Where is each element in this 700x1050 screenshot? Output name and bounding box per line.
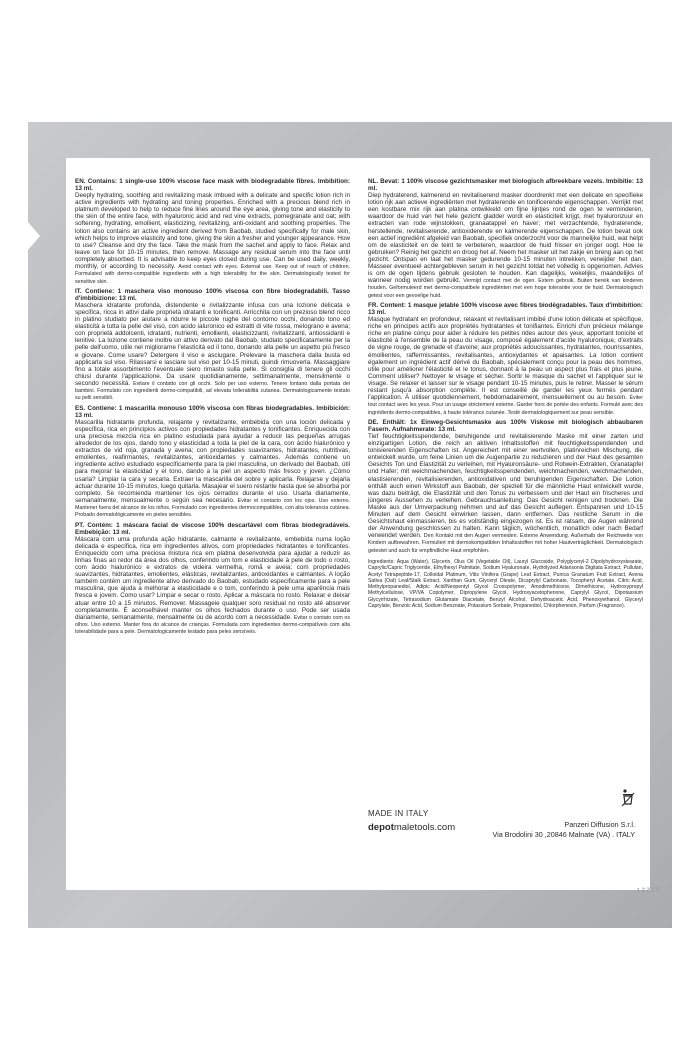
left-column — [75, 178, 350, 639]
section-fr-heading: FR. Content: 1 masque jetable 100% viscose avec fibres biodégradables. Taux d'imbibition: 13 ml. — [368, 301, 643, 317]
company-address: Via Brodolini 30 ,20846 Malnate (VA) . ITALY — [492, 830, 635, 839]
section-nl — [368, 178, 643, 299]
section-fr-warnings: Éviter tout contact avec les yeux. Pour un usage strictement externe. Garder hors de portée des enfants. Formulé avec des ingrédients dermo-compatibles, à haute tolérance cutanée. Testé dermatologiquement sur peau sensible. — [368, 395, 644, 416]
section-de-warnings: Den Kontakt mit den Augen vermeiden. Externe Anwendung. Außerhalb der Reichweite von Kindern aufbewahren. Formuliert mit dermokompatiblen Inhaltsstoffen mit hoher Hautverträglichkeit. Dermatologisch getestet und auch für empfindliche Haut empfohlen. — [368, 533, 644, 554]
handwritten-mark: ızzıs — [635, 884, 661, 895]
section-es — [75, 405, 350, 519]
made-in-italy: MADE IN ITALY — [368, 809, 429, 818]
section-it — [75, 288, 350, 402]
brand-rest-part: maletools.com — [393, 822, 456, 833]
section-en-body: Deeply hydrating, soothing and revitalizing mask imbued with a delicate and specific lotion rich in active ingredients with hydrating and toning properties. Enriched with a precious blend rich in platinum developed to help to reduce fine lines around the eye area, giving tone and elasticity to the skin of the entire face, with hyaluronic acid and red vine extracts, pomegranate and oat; with softening, hydrating, emollient, elasticizing, revitalizing, anti-oxidant and soothing properties. The lotion also contains an active ingredient derived from Baobab, studied specifically for male skin, which helps to improve elasticity and tone, giving the skin a fresher and younger appearance. How to use? Cleanse and dry the face. Take the mask from the sachet and apply to face. Relax and leave on face for 10-15 minutes, then remove. Massage any residual serum into the face until completely absorbed. It is advisable to keep eyes closed during use. Can be used daily, weekly, monthly, or according to necessity. — [75, 192, 350, 270]
section-es-body: Mascarilla hidratante profunda, relajante y revitalizante, embebida con una loción delicada y específica, rica en principios activos con propiedades hidratantes y tonificantes. Enriquecida con una preciosa mezcla rica en platino estudiada para ayudar a reducir las pequeñas arrugas alrededor de los ojos, dando tono y elasticidad a toda la piel de la cara, con ácido hialurónico y extractos de vid roja, granada y avena; con propiedades suavizantes, hidratantes, nutritivas, emolientes, reafirmantes, revitalizantes, antioxidantes y calmantes. Además contiene un ingrediente activo estudiado específicamente para la piel masculina, un derivado del Baobab, útil para mejorar la elasticidad y el tono, dando a la piel un aspecto más fresco y joven. ¿Cómo usarla? Limpiar la cara y secarla. Extraer la mascarilla del sobre y aplicarla. Relajarse y dejarla actuar durante 10-15 minutos, luego quitarla. Masajear el suero restante hasta que se absorba por completo. Se recomienda mantener los ojos cerrados durante el uso. Usarla diariamente, semanalmente, mensualmente o según sea necesario. — [75, 418, 350, 504]
brand-bold-part: depot — [368, 822, 394, 833]
section-it-body: Maschera idratante profonda, distendente e rivitalizzante infusa con una lozione delicata e specifica, ricca in attivi dalle proprietà idratanti e tonificanti. Arricchita con un prezioso blend ricco in platino studiato per aiutare a ridurre le piccole rughe del contorno occhi, donando tono ed elasticità a tutta la pelle del viso, con acido ialuronico ed estratti di vite rossa, melograno e avena; con proprietà addolcenti, idratanti, nutrienti, emollienti, elasticizzanti, rivitalizzanti, antiossidanti e lenitive. La lozione contiene inoltre un attivo derivato dal Baobab, studiato specificatamente per la pelle dell'uomo, utile nel migliorarne l'elasticità ed il tono, donando alla pelle un aspetto più fresco e giovane. Come usare? Detergere il viso e asciugare. Prelevare la maschera dalla busta ed applicarla sul viso. Rilassarsi e lasciare sul viso per 10-15 minuti, quindi rimuoverla. Massaggiare fino a totale assorbimento l'eventuale siero rimasto sulla pelle. Si consiglia di tenere gli occhi chiusi durante l'applicazione. Da usare quotidianamente, settimanalmente, mensilmente o secondo necessità. — [75, 301, 350, 387]
section-pt — [75, 522, 350, 636]
label-footer — [368, 803, 643, 839]
section-es-warnings: Evitar el contacto con los ojos. Uso externo. Mantener fuera del alcance de los niños. Formulado con ingredientes dermocompatibles, con alta tolerancia cutánea. Probado dermatológicamente en pieles sensibles. — [75, 497, 351, 519]
recycle-bin-icon — [621, 789, 635, 807]
section-pt-heading: PT. Contém: 1 máscara facial de viscose 100% descartável com fibras biodegradáveis. Embebição: 13 ml. — [75, 521, 350, 536]
section-es-heading: ES. Contiene: 1 mascarilla monouso 100% viscosa con fibras biodegradables. Imbibición: 13 ml. — [75, 404, 350, 419]
section-nl-heading: NL. Bevat: 1 100% viscose gezichtsmasker met biologisch afbreekbare vezels. Imbibitie: 13 ml. — [368, 178, 643, 193]
section-de-heading: DE. Enthält: 1x Einweg-Gesichtsmaske aus 100% Viskose mit biologisch abbaubaren Fasern. Aufnahmerate: 13 ml. — [368, 418, 643, 433]
section-de — [368, 419, 643, 554]
section-pt-warnings: Evitar o contato com os olhos. Uso externo. Manter fora do alcance de crianças. Formulada com ingredientes dermo-compatíveis com alta tolerabilidade para a pele. Dermatologicamente testado para peles sensíveis. — [75, 614, 350, 636]
section-en-heading: EN. Contains: 1 single-use 100% viscose face mask with biodegradable fibres. Imbibition: 13 ml. — [75, 178, 350, 193]
company-name: Panzeri Diffusion S.r.l. — [564, 820, 635, 829]
ingredients-list: Ingredients: Aqua (Water), Glycerin, Olus Oil (Vegetable Oil), Lauryl Glucoside, Polyglyceryl-2 Dipolyhydroxystearate, Caprylic/Capric Triglyceride, Ethylhexyl Palmitate, Sodium Hyaluronate, Hydrolyzed Adansonia Digitata Extract, Pullulan, Acetyl Tetrapeptide-17, Colloidal Platinum, Vitis Vinifera (Grape) Leaf Extract, Punica Granatum Fruit Extract, Avena Sativa (Oat) Leaf/Stalk Extract, Xanthan Gum, Glyceryl Oleate, Dicaprylyl Carbonate, Tocopheryl Acetate, Citric Acid, Methylpropanediol, Adipic Acid/Neopentyl Glycol Crosspolymer, Amodimethicone, Dimethicone, Hydroxypropyl Methylcellulose, VP/VA Copolymer, Dipropylene Glycol, Hydroxyacetophenone, Caprylyl Glycol, Dipotassium Glycyrrhizate, Tetrasodium Glutamate Diacetate, Benzyl Alcohol, Dehydroacetic Acid, Phenoxyethanol, Glyceryl Caprylate, Benzoic Acid, Sodium Benzoate, Potassium Sorbate, Propanediol, Chlorphenesin, Parfum (Fragrance). — [368, 559, 643, 609]
section-en-warnings: Avoid contact with eyes. External use. Keep out of reach of children. Formulated with dermo-compatible ingredients with a high tolerability for the skin. Dermatologically tested for sensitive skin. — [75, 263, 350, 285]
section-fr-body: Masque hydratant en profondeur, relaxant et revitalisant imbibé d'une lotion délicate et spécifique, riche en principes actifs aux propriétés hydratantes et tonifiantes. Enrichi d'un précieux mélange riche en platine conçu pour aider à réduire les petites rides autour des yeux, apportant tonicité et élasticité à l'ensemble de la peau du visage, composé également d'acide hyaluronique, d'extraits de vigne rouge, de grenade et d'avoine; aux propriétés adoucissantes, hydratantes, nourrissantes, émollientes, raffermissantes, revitalisantes, antioxydantes et apaisantes. La lotion contient également un ingrédient actif dérivé du Baobab, spécialement conçu pour la peau des hommes, utile pour améliorer l'élasticité et le tonus, donnant à la peau un aspect plus frais et plus jeune. Comment utiliser? Nettoyer le visage et sécher. Sortir le masque du sachet et l'appliquer sur le visage. Se relaxer et laisser sur le visage pendant 10-15 minutes, puis le retirer. Masser le sérum restant jusqu'à absorption complète. Il est conseillé de garder les yeux fermés pendant l'application. À utiliser quotidiennement, hebdomadairement, mensuellement ou au besoin. — [368, 316, 643, 401]
product-label — [66, 158, 650, 890]
tear-notch — [28, 222, 40, 250]
section-it-warnings: Evitare il contatto con gli occhi. Solo per uso esterno. Tenere lontano dalla portata dei bambini. Formulato con ingredienti dermo-compatibili, ad elevata tollerabilità cutanea. Dermatologicamente testato su pelli sensibili. — [75, 380, 350, 402]
section-it-heading: IT. Contiene: 1 maschera viso monouso 100% viscosa con fibre biodegradabili. Tasso d'imbibizione: 13 ml. — [75, 287, 350, 302]
section-de-body: Tief feuchtigkeitsspendende, beruhigende und revitalisierende Maske mit einer zarten und einzigartigen Lotion, die reich an aktiven Inhaltsstoffen mit feuchtigkeitsspendenden und tonisierenden Eigenschaften ist. Angereichert mit einer wertvollen, platinreichen Mischung, die entwickelt wurde, um feine Linien um die Augenpartie zu reduzieren und der Haut des gesamten Gesichts Ton und Elastizität zu verleihen, mit Hyaluronsäure- und Rotwein-Extrakten, Granatapfel und Hafer; mit weichmachenden, feuchtigkeitsspendenden, weichmachenden, weichmachenden, elastisierenden, revitalisierenden, antioxidativen und beruhigenden Eigenschaften. Die Lotion enthält auch einen Wirkstoff aus Baobab, der speziell für die männliche Haut entwickelt wurde, was dazu beiträgt, die Elastizität und den Tonus zu verbessern und der Haut ein frischeres und jüngeres Aussehen zu verleihen. Gebrauchsanleitung: Das Gesicht reinigen und trocknen. Die Maske aus der Umverpackung nehmen und auf das Gesicht auflegen. Entspannen und 10-15 Minuten auf dem Gesicht einwirken lassen, dann entfernen. Das restliche Serum in die Gesichtshaut einmassieren, bis es vollständig eingezogen ist. Es ist ratsam, die Augen während der Anwendung geschlossen zu halten. Kann täglich, wöchentlich, monatlich oder nach Bedarf verwendet werden. — [368, 433, 643, 540]
section-fr — [368, 302, 643, 416]
section-en — [75, 178, 350, 285]
section-nl-warnings: Vermijd contact met de ogen. Extern gebruik. Buiten bereik van kinderen houden. Geformuleerd met dermo-compatibele ingrediënten met een hoge tolerantie voor de huid. Dermatologisch getest voor een gevoelige huid. — [368, 278, 643, 299]
section-pt-body: Máscara com uma profunda ação hidratante, calmante e revitalizante, embebida numa loção delicada e específica, rica em ingredientes ativos, com propriedades hidratantes e tonificantes. Enriquecido com uma preciosa mistura rica em platina desenvolvida para ajudar a reduzir as linhas finas ao redor da área dos olhos, conferindo um tom e elasticidade à pele de todo o rosto, com ácido hialurónico e extratos de videira vermelha, romã e aveia; com propriedades suavizantes, hidratantes, emolientes, elásticas, revitalizantes, antioxidantes e calmantes. A loção também contém um ingrediente ativo derivado do Baobab, estudado especificamente para a pele masculina, que ajuda a melhorar a elasticidade e o tom, conferindo à pele uma aparência mais fresca e jovem. Como usar? Limpar e secar o rosto. Aplicar a máscara no rosto. Relaxar e deixar atuar entre 10 a 15 minutos. Remover. Massageie qualquer soro residual no rosto até absorver completamente. É aconselhável manter os olhos fechados durante o uso. Pode ser usada diariamente, semanalmente, mensalmente ou de acordo com a necessidade. — [75, 535, 350, 621]
section-nl-body: Diep hydraterend, kalmerend en revitaliserend masker doordrenkt met een delicate en specifieke lotion rijk aan actieve ingrediënten met hydraterende en tonificerende eigenschappen. Verrijkt met een kostbare mix rijk aan platina ontwikkeld om fijne lijntjes rond de ogen te verminderen, waardoor de huid van het hele gezicht gladder wordt en elasticiteit krijgt, met hyaluronzuur en extracten van rode wijnstokken, granaatappel en haver; met verzachtende, hydraterende, herstellende, revitaliserende, antioxiderende en kalmerende eigenschappen. De lotion bevat ook een actief ingrediënt afgeleid van Baobab, specifiek onderzocht voor de mannelijke huid, wat helpt om de elasticiteit en de teint te verbeteren, waardoor de huid frisser en jonger oogt. Hoe te gebruiken? Reinig het gezicht en droog het af. Neem het masker uit het zakje en breng aan op het gezicht. Ontspan en laat het masker gedurende 10-15 minuten intrekken, verwijder het dan. Masseer eventueel achtergebleven serum in het gezicht totdat het volledig is opgenomen. Advies is om de ogen tijdens gebruik gesloten te houden. Kan dagelijks, wekelijks, maandelijks of wanneer nodig worden gebruikt. — [368, 192, 643, 285]
right-column — [368, 178, 643, 609]
company-block — [493, 820, 636, 840]
